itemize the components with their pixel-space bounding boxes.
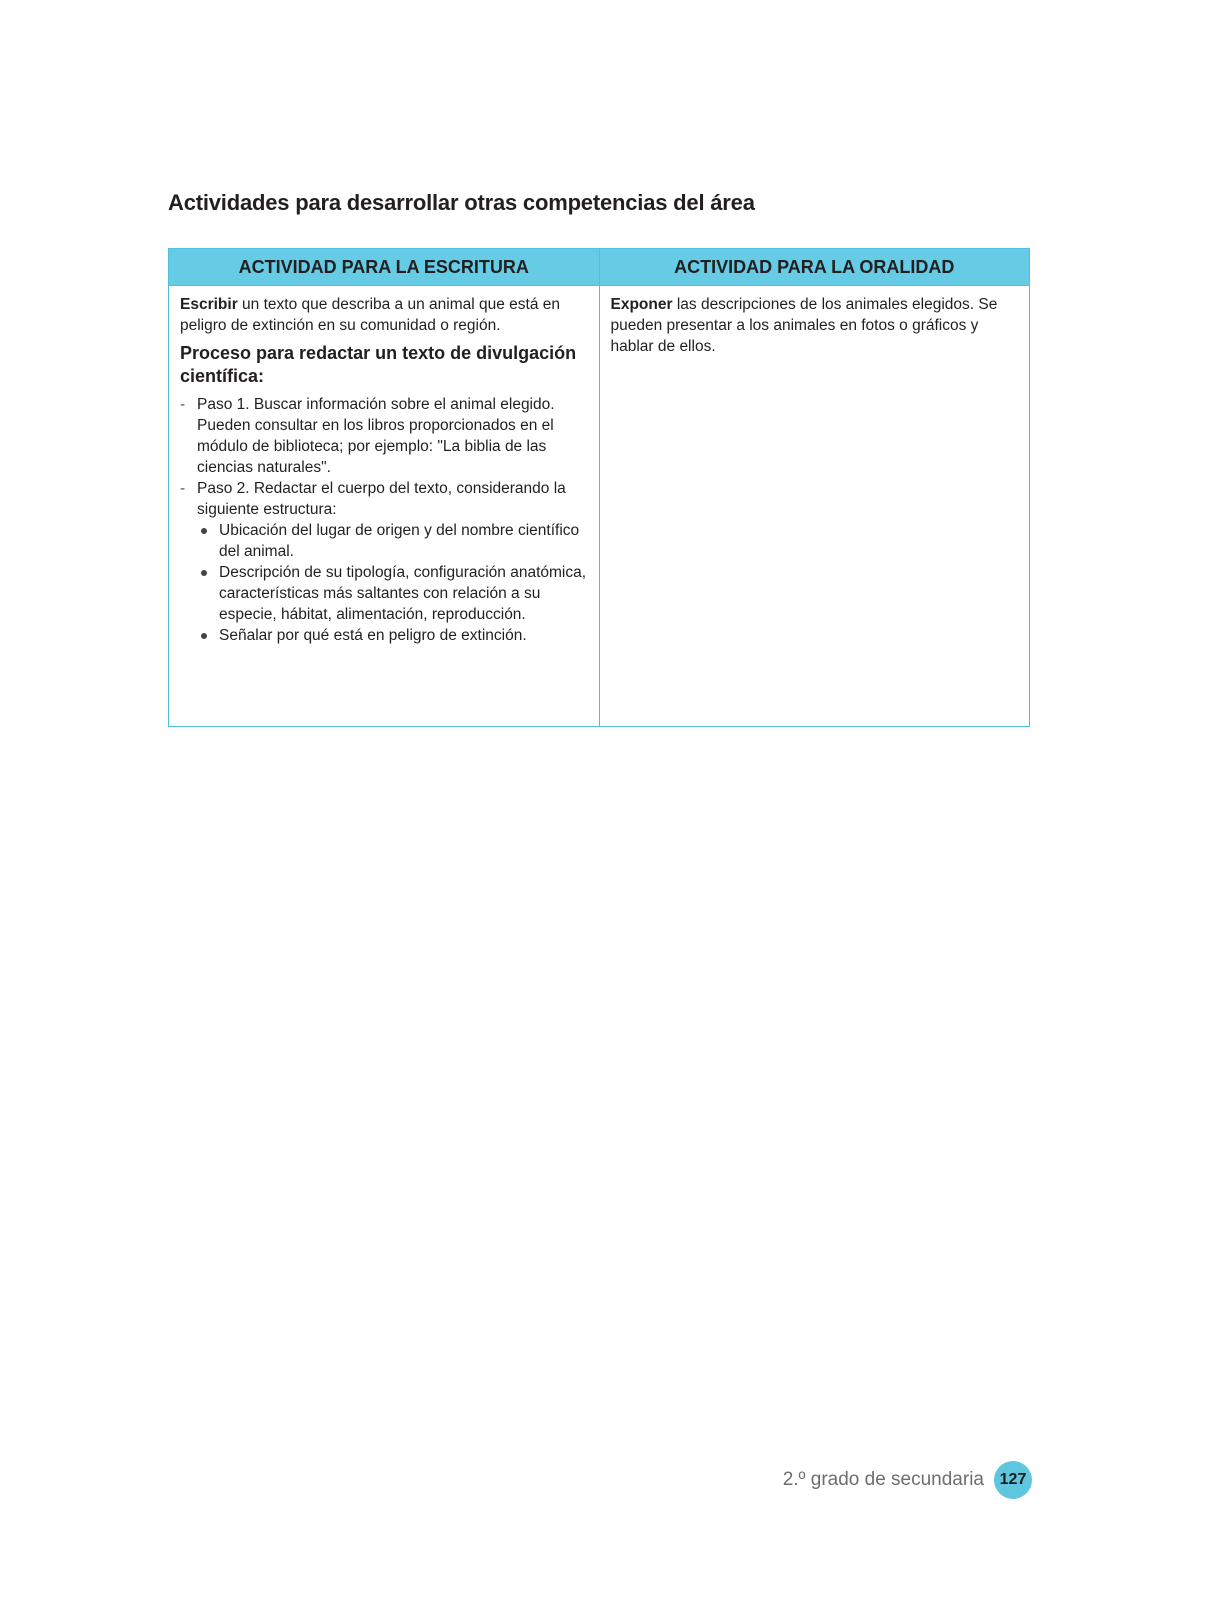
writing-intro-verb: Escribir <box>180 296 238 313</box>
header-writing-activity: ACTIVIDAD PARA LA ESCRITURA <box>169 249 600 286</box>
bullet-item <box>197 562 587 625</box>
grade-label: 2.º grado de secundaria <box>782 1469 984 1490</box>
writing-activity-cell <box>169 286 600 727</box>
table-header-row <box>169 249 1030 286</box>
step-text: Paso 2. Redactar el cuerpo del texto, considerando la siguiente estructura: <box>197 480 566 518</box>
step-item <box>180 394 587 478</box>
activities-table <box>168 248 1030 727</box>
step-text: Paso 1. Buscar información sobre el animal elegido. Pueden consultar en los libros proporcionados en el módulo de biblioteca; por ejemplo: "La biblia de las ciencias naturales". <box>197 396 555 476</box>
step-dash-marker: - <box>180 480 186 497</box>
bullet-dot-icon <box>201 570 207 576</box>
bullet-item <box>197 520 587 562</box>
orality-intro <box>611 294 1018 357</box>
steps-list <box>180 394 587 646</box>
bullet-text: Ubicación del lugar de origen y del nombre científico del animal. <box>219 522 580 560</box>
writing-intro-text: un texto que describa a un animal que está en peligro de extinción en su comunidad o región. <box>180 296 561 334</box>
bullet-item <box>197 625 587 646</box>
page-footer <box>783 1461 1032 1499</box>
header-orality-activity: ACTIVIDAD PARA LA ORALIDAD <box>599 249 1030 286</box>
bullet-text: Descripción de su tipología, configuración anatómica, características más saltantes con relación a su especie, hábitat, alimentación, reproducción. <box>219 564 587 623</box>
step-dash-marker: - <box>180 396 186 413</box>
bullet-text: Señalar por qué está en peligro de extinción. <box>219 627 527 644</box>
step-item <box>180 478 587 646</box>
orality-intro-text: las descripciones de los animales elegidos. Se pueden presentar a los animales en fotos o gráficos y hablar de ellos. <box>610 296 998 355</box>
structure-bullet-list <box>197 520 587 646</box>
page-number-badge: 127 <box>994 1461 1032 1499</box>
process-heading: Proceso para redactar un texto de divulgación científica: <box>180 343 577 386</box>
orality-intro-verb: Exponer <box>610 296 673 313</box>
bullet-dot-icon <box>201 633 207 639</box>
writing-intro <box>180 294 587 336</box>
table-row <box>169 286 1030 727</box>
bullet-dot-icon <box>201 528 207 534</box>
page-title: Actividades para desarrollar otras competencias del área <box>168 190 755 215</box>
orality-activity-cell <box>599 286 1030 727</box>
